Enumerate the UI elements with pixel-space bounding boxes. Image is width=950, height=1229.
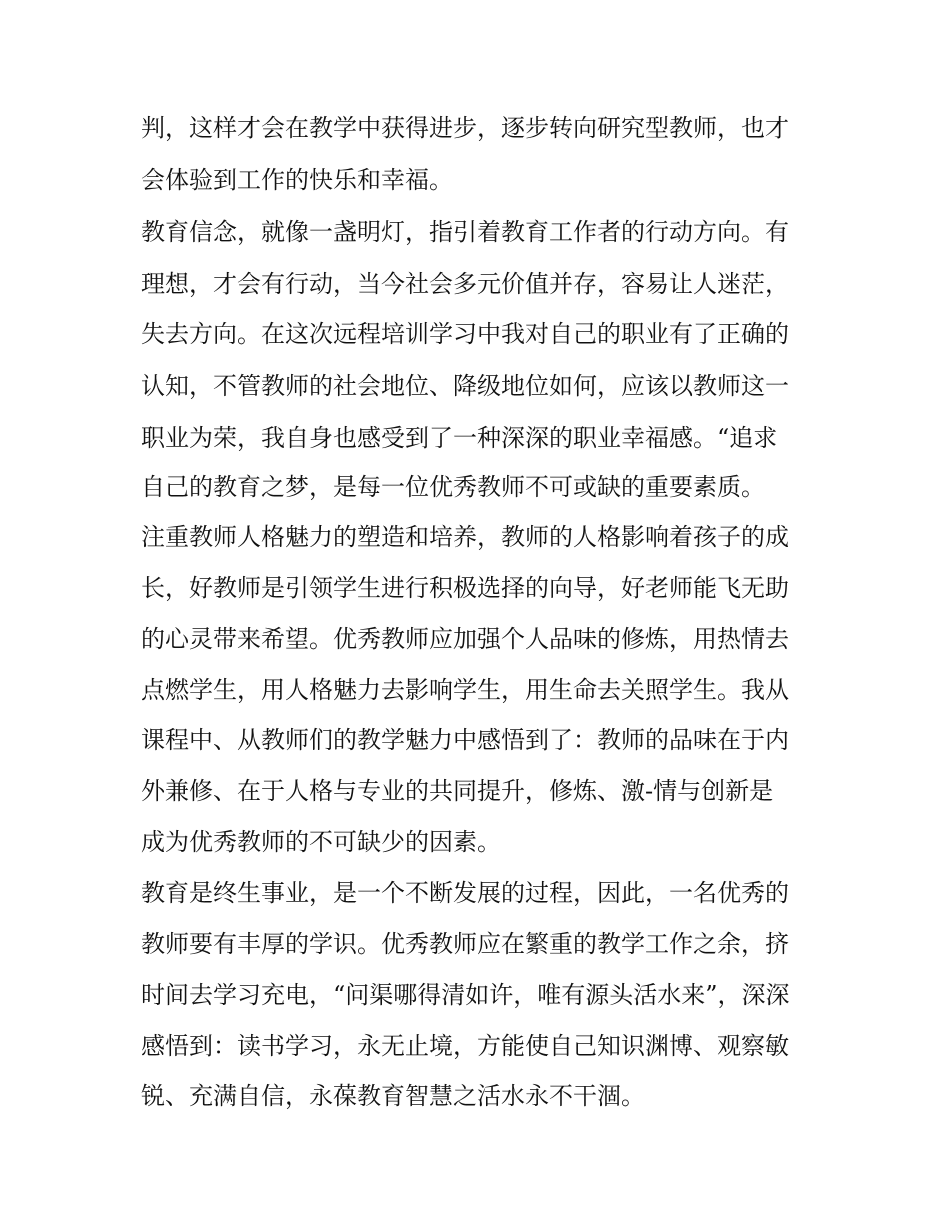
text-line-19: 感悟到：读书学习，永无止境，方能使自己知识渊博、观察敏 xyxy=(141,1032,789,1060)
text-line-5: 失去方向。在这次远程培训学习中我对自己的职业有了正确的 xyxy=(141,320,789,348)
text-line-6: 认知，不管教师的社会地位、降级地位如何，应该以教师这一 xyxy=(141,372,789,400)
text-line-18: 时间去学习充电，“问渠哪得清如许，唯有源头活水来”，深深 xyxy=(141,981,790,1009)
text-line-11: 的心灵带来希望。优秀教师应加强个人品味的修炼，用热情去 xyxy=(141,625,789,653)
text-line-17: 教师要有丰厚的学识。优秀教师应在繁重的教学工作之余，挤 xyxy=(141,930,789,958)
text-line-10: 长，好教师是引领学生进行积极选择的向导，好老师能飞无助 xyxy=(141,574,789,602)
text-line-8: 自己的教育之梦，是每一位优秀教师不可或缺的重要素质。 xyxy=(141,473,765,501)
text-line-16: 教育是终生事业，是一个不断发展的过程，因此，一名优秀的 xyxy=(141,879,789,907)
text-line-9: 注重教师人格魅力的塑造和培养，教师的人格影响着孩子的成 xyxy=(141,523,789,551)
text-line-15: 成为优秀教师的不可缺少的因素。 xyxy=(141,828,501,856)
text-line-14: 外兼修、在于人格与专业的共同提升，修炼、激-情与创新是 xyxy=(141,777,774,805)
text-line-2: 会体验到工作的快乐和幸福。 xyxy=(141,166,453,194)
text-line-3: 教育信念，就像一盏明灯，指引着教育工作者的行动方向。有 xyxy=(141,218,789,246)
text-line-4: 理想，才会有行动，当今社会多元价值并存，容易让人迷茫， xyxy=(141,270,789,298)
text-line-20: 锐、充满自信，永葆教育智慧之活水永不干涸。 xyxy=(141,1082,645,1110)
text-line-13: 课程中、从教师们的教学魅力中感悟到了：教师的品味在于内 xyxy=(141,726,789,754)
text-line-1: 判，这样才会在教学中获得进步，逐步转向研究型教师，也才 xyxy=(141,114,789,142)
text-line-7: 职业为荣，我自身也感受到了一种深深的职业幸福感。“追求 xyxy=(141,424,778,452)
text-line-12: 点燃学生，用人格魅力去影响学生，用生命去关照学生。我从 xyxy=(141,676,789,704)
